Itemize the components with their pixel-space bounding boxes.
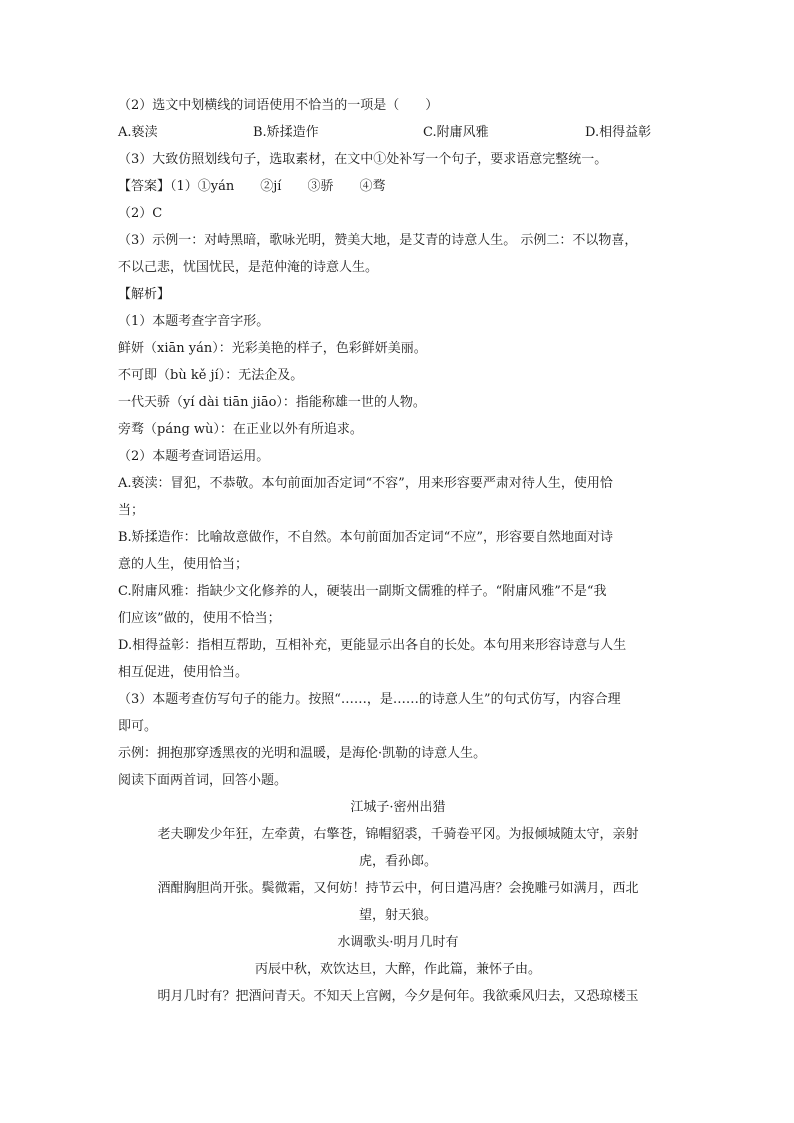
poem-1-line-3: 酒酣胸胆尚开张。鬓微霜，又何妨！持节云中，何日遣冯唐？会挽雕弓如满月，西北	[157, 881, 639, 896]
analysis-1a: 鲜妍（xiān yán）：光彩美艳的样子，色彩鲜妍美丽。	[118, 341, 427, 356]
analysis-2: （2）本题考查词语运用。	[118, 449, 270, 464]
answer-3-line-1: （3）示例一：对峙黑暗，歌咏光明，赞美大地，是艾青的诗意人生。 示例二：不以物喜，	[118, 233, 638, 248]
choice-d: D.相得益彰	[585, 125, 652, 140]
analysis-3-line-1: （3）本题考查仿写句子的能力。按照“……，是……的诗意人生”的句式仿写，内容合理	[118, 692, 621, 707]
analysis-label: 【解析】	[118, 287, 171, 302]
analysis-2d-line-1: D.相得益彰：指相互帮助，互相补充，更能显示出各自的长处。本句用来形容诗意与人生	[118, 638, 627, 653]
analysis-2b-line-1: B.矫揉造作：比喻故意做作，不自然。本句前面加否定词“不应”，形容要自然地面对诗	[118, 530, 613, 545]
poem-2-title: 水调歌头·明月几时有	[337, 935, 459, 950]
choice-b: B.矫揉造作	[253, 125, 319, 140]
analysis-1c: 一代天骄（yí dài tiān jiāo）：指能称雄一世的人物。	[118, 395, 426, 410]
choice-a: A.亵渎	[118, 125, 158, 140]
choices-row	[118, 119, 678, 146]
analysis-2b-line-2: 意的人生，使用恰当；	[118, 557, 249, 572]
question-3: （3）大致仿照划线句子，选取素材，在文中①处补写一个句子，要求语意完整统一。	[118, 152, 608, 167]
poem-1-line-4: 望，射天狼。	[358, 908, 437, 923]
analysis-3-line-2: 即可。	[118, 719, 158, 734]
poem-2-preface: 丙辰中秋，欢饮达旦，大醉，作此篇，兼怀子由。	[254, 962, 541, 977]
analysis-2c-line-2: 们应该”做的，使用不恰当；	[118, 611, 281, 626]
reading-prompt: 阅读下面两首词，回答小题。	[118, 773, 288, 788]
answer-line-1	[118, 173, 678, 200]
analysis-1: （1）本题考查字音字形。	[118, 314, 270, 329]
answer-3-line-2: 不以己悲，忧国忧民，是范仲淹的诗意人生。	[118, 260, 379, 275]
analysis-1d: 旁骛（páng wù）：在正业以外有所追求。	[118, 422, 363, 437]
analysis-2d-line-2: 相互促进，使用恰当。	[118, 665, 249, 680]
analysis-1b: 不可即（bù kě jí）：无法企及。	[118, 368, 304, 383]
poem-1-line-2: 虎，看孙郎。	[358, 854, 437, 869]
analysis-2a-line-2: 当；	[118, 503, 145, 518]
analysis-3-example: 示例：拥抱那穿透黑夜的光明和温暖，是海伦·凯勒的诗意人生。	[118, 746, 487, 761]
question-2: （2）选文中划横线的词语使用不恰当的一项是（ ）	[118, 98, 439, 113]
document-page	[118, 92, 678, 1010]
answer-label: 【答案】	[118, 179, 171, 194]
poem-2-line-1: 明月几时有？把酒问青天。不知天上宫阙，今夕是何年。我欲乘风归去，又恐琼楼玉	[157, 989, 639, 1004]
answer-2: （2）C	[118, 206, 163, 221]
answer-1: （1）①yán ②jí ③骄 ④骛	[170, 179, 386, 194]
analysis-2a-line-1: A.亵渎：冒犯，不恭敬。本句前面加否定词“不容”，用来形容要严肃对待人生，使用恰	[118, 476, 613, 491]
poem-1-line-1: 老夫聊发少年狂，左牵黄，右擎苍，锦帽貂裘，千骑卷平冈。为报倾城随太守，亲射	[157, 827, 639, 842]
poem-1-title: 江城子·密州出猎	[350, 800, 446, 815]
choice-c: C.附庸风雅	[423, 125, 489, 140]
analysis-2c-line-1: C.附庸风雅：指缺少文化修养的人，硬装出一副斯文儒雅的样子。“附庸风雅”不是“我	[118, 584, 607, 599]
